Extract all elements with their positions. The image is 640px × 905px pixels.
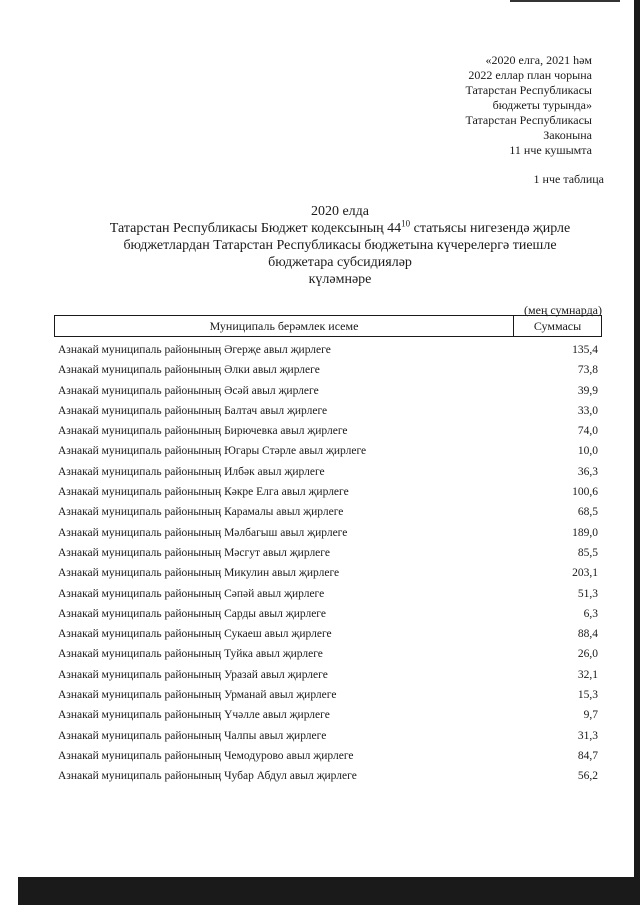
subsidy-amount: 33,0 (577, 404, 598, 417)
table-row (58, 746, 600, 766)
column-header-sum: Суммасы (533, 319, 582, 333)
municipality-name: Азнакай муниципаль районының Сәпәй авыл җирлеге (58, 587, 325, 600)
law-reference-header (392, 53, 592, 158)
title-line-2: бюджетлардан Татарстан Республикасы бюджетына күчерелергә тиешле (123, 238, 557, 253)
scan-mark (510, 0, 620, 2)
municipality-name: Азнакай муниципаль районының Сукаеш авыл җирлеге (58, 628, 332, 641)
subsidy-amount: 85,5 (577, 546, 598, 559)
subsidy-amount: 189,0 (572, 526, 598, 539)
municipality-name: Азнакай муниципаль районының Бирючевка авыл җирлеге (58, 425, 348, 438)
municipality-name: Азнакай муниципаль районының Югары Стәрле авыл җирлеге (58, 445, 367, 458)
table-row (58, 340, 600, 360)
municipality-name: Азнакай муниципаль районының Чубар Абдул авыл җирлеге (58, 770, 357, 783)
subsidy-amount: 88,4 (577, 628, 598, 641)
table-row (58, 604, 600, 624)
municipality-name: Азнакай муниципаль районының Илбәк авыл җирлеге (58, 465, 325, 478)
subsidy-amount: 74,0 (577, 425, 598, 438)
table-row (58, 360, 600, 380)
table-row (58, 401, 600, 421)
table-row (58, 584, 600, 604)
table-row (58, 644, 600, 664)
table-row (58, 624, 600, 644)
subsidy-amount: 100,6 (572, 486, 598, 499)
municipality-name: Азнакай муниципаль районының Уразай авыл җирлеге (58, 668, 328, 681)
municipality-name: Азнакай муниципаль районының Балтач авыл җирлеге (58, 404, 328, 417)
municipality-name: Азнакай муниципаль районының Әгерҗе авыл җирлеге (58, 344, 331, 356)
municipality-name: Азнакай муниципаль районының Урманай авыл җирлеге (58, 689, 337, 702)
subsidy-amount: 36,3 (577, 465, 598, 478)
table-row (58, 685, 600, 705)
title-line-4: күләмнәре (308, 272, 372, 287)
subsidy-amount: 26,0 (577, 648, 598, 661)
subsidy-amount: 9,7 (583, 709, 598, 722)
title-superscript: 10 (401, 218, 411, 229)
table-row (58, 381, 600, 401)
subsidy-amount: 31,3 (577, 729, 598, 742)
subsidy-amount: 10,0 (577, 445, 598, 458)
table-row (58, 482, 600, 502)
subsidy-amount: 68,5 (577, 506, 598, 519)
subsidy-amount: 56,2 (577, 770, 598, 783)
scan-edge-right (634, 0, 640, 905)
subsidy-amount: 203,1 (572, 567, 598, 580)
subsidy-amount: 51,3 (577, 587, 598, 600)
header-line: бюджеты турында» (492, 98, 592, 112)
municipality-name: Азнакай муниципаль районының Мәсгут авыл җирлеге (58, 546, 330, 559)
subsidy-amount: 6,3 (583, 607, 598, 620)
table-row (58, 462, 600, 482)
table-number: 1 нче таблица (533, 172, 604, 186)
header-line: 11 нче кушымта (509, 143, 592, 157)
municipality-name: Азнакай муниципаль районының Чемодурово авыл җирлеге (58, 749, 354, 762)
subsidy-amount: 73,8 (577, 364, 598, 377)
title-year: 2020 елда (310, 204, 370, 219)
table-row (58, 766, 600, 786)
table-row (58, 705, 600, 725)
municipality-name: Азнакай муниципаль районының Үчәлле авыл җирлеге (58, 709, 330, 722)
municipality-name: Азнакай муниципаль районының Кәкре Елга авыл җирлеге (58, 486, 349, 499)
table-row (58, 563, 600, 583)
header-line: 2022 еллар план чорына (468, 68, 592, 82)
table-row (58, 421, 600, 441)
scan-edge-bottom (18, 877, 640, 905)
table-row (58, 665, 600, 685)
municipality-name: Азнакай муниципаль районының Сарды авыл җирлеге (58, 607, 326, 620)
column-header-name: Муниципаль берәмлек исеме (55, 316, 514, 336)
subsidy-amount: 135,4 (572, 344, 598, 356)
header-line: Татарстан Республикасы (465, 113, 592, 127)
municipality-name: Азнакай муниципаль районының Әлки авыл җирлеге (58, 364, 320, 377)
table-row (58, 502, 600, 522)
header-line: Татарстан Республикасы (465, 83, 592, 97)
header-line: Законына (543, 128, 592, 142)
table-row (58, 523, 600, 543)
table-row (58, 543, 600, 563)
municipality-name: Азнакай муниципаль районының Карамалы авыл җирлеге (58, 506, 344, 519)
title-line-1-text: Татарстан Республикасы Бюджет кодексының 44 (109, 221, 402, 236)
header-line: «2020 елга, 2021 һәм (485, 53, 592, 67)
municipality-name: Азнакай муниципаль районының Әсәй авыл җирлеге (58, 384, 319, 397)
subsidy-amount: 39,9 (577, 384, 598, 397)
municipality-name: Азнакай муниципаль районының Чалпы авыл җирлеге (58, 729, 327, 742)
subsidy-amount: 15,3 (577, 689, 598, 702)
title-line-1-rest: статьясы нигезендә җирле (410, 221, 571, 236)
municipality-name: Азнакай муниципаль районының Туйка авыл җирлеге (58, 648, 323, 661)
title-line-1 (40, 220, 640, 237)
subsidy-amount: 32,1 (577, 668, 598, 681)
table-body (58, 340, 600, 787)
unit-label: (мең сумнарда) (524, 303, 602, 317)
document-title (40, 203, 640, 288)
municipality-name: Азнакай муниципаль районының Микулин авыл җирлеге (58, 567, 340, 580)
title-line-3: бюджетара субсидияләр (268, 255, 412, 270)
table-row (58, 726, 600, 746)
municipality-name: Азнакай муниципаль районының Мәлбагыш авыл җирлеге (58, 526, 348, 539)
table-row (58, 441, 600, 461)
subsidy-amount: 84,7 (577, 749, 598, 762)
table-header (54, 315, 602, 337)
